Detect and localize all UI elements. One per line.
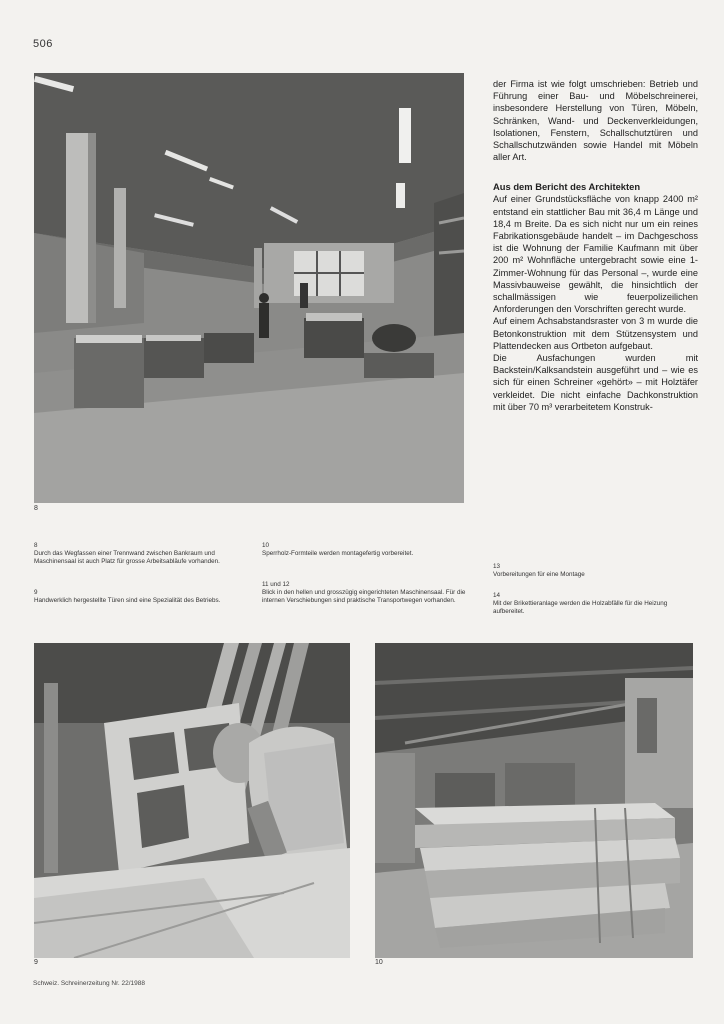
caption-text: Sperrholz-Formteile werden montagefertig vorbereitet. bbox=[262, 550, 414, 558]
caption-text: Mit der Brikettieranlage werden die Holzabfälle für die Heizung aufbereitet. bbox=[493, 600, 668, 616]
caption-number: 10 bbox=[262, 542, 270, 549]
caption-number: 9 bbox=[34, 589, 38, 596]
caption-13 bbox=[493, 563, 698, 579]
photo-plywood-parts bbox=[375, 643, 693, 958]
caption-text: Vorbereitungen für eine Montage bbox=[493, 571, 585, 579]
figure-label-10: 10 bbox=[375, 959, 383, 966]
photo-craftsman-door bbox=[34, 643, 350, 958]
caption-10 bbox=[262, 542, 472, 558]
caption-number: 13 bbox=[493, 563, 501, 570]
caption-number: 14 bbox=[493, 592, 501, 599]
page-number: 506 bbox=[33, 38, 53, 50]
photo-workshop-hall bbox=[34, 73, 464, 503]
caption-number: 11 und 12 bbox=[262, 581, 290, 588]
article-intro: der Firma ist wie folgt umschrieben: Betrieb und Führung einer Bau- und Möbelschreinerei, insbesondere Herstellung von Türen, Möbeln, Schränken, Wand- und Deckenverkleidungen, Isolationen, Fenstern, Schallschutztüren und Schallschutzwänden sowie Handel mit Möbeln aller Art. bbox=[493, 79, 698, 163]
section-heading: Aus dem Bericht des Architekten bbox=[493, 181, 641, 193]
figure-label-9: 9 bbox=[34, 959, 38, 966]
article-paragraph-2: Auf einem Achsabstandsraster von 3 m wurde die Betonkonstruktion mit dem Stützensystem und Plattendecken aus Ortbeton aufgebaut. bbox=[493, 316, 698, 351]
article-paragraph-3: Die Ausfachungen wurden mit Backstein/Kalksandstein ausgeführt und – wie es sich für einen Schreiner «gehört» – mit Holztäfer verkleidet. Die nicht einfache Dachkonstruktion mit über 70 m³ verarbeitetem Konstruk- bbox=[493, 353, 698, 412]
caption-text: Handwerklich hergestellte Türen sind eine Spezialität des Betriebs. bbox=[34, 597, 221, 605]
figure-label-8: 8 bbox=[34, 505, 38, 512]
article-text-column bbox=[493, 78, 698, 413]
caption-14 bbox=[493, 592, 698, 616]
caption-11-12 bbox=[262, 581, 472, 605]
caption-text: Durch das Wegfassen einer Trennwand zwischen Bankraum und Maschinensaal ist auch Platz für grosse Arbeitsabläufe vorhanden. bbox=[34, 550, 220, 566]
caption-text: Blick in den hellen und grosszügig eingerichteten Maschinensaal. Für die internen Verschiebungen sind praktische Transportwegen vorhanden. bbox=[262, 589, 466, 605]
caption-8 bbox=[34, 542, 244, 566]
caption-9 bbox=[34, 589, 244, 605]
caption-number: 8 bbox=[34, 542, 38, 549]
page-footer: Schweiz. Schreinerzeitung Nr. 22/1988 bbox=[33, 980, 146, 987]
article-paragraph-1: Auf einer Grundstücksfläche von knapp 2400 m² entstand ein stattlicher Bau mit 36,4 m Länge und 18,4 m Breite. Da es sich nicht nur um ein reines Fabrikationsgebäude handelt – im Dachgeschoss ist die Wohnung der Familie Kaufmann mit über 200 m² Wohnfläche untergebracht sowie eine 1-Zimmer-Wohnung für das Personal –, wurde eine Massivbauweise gewählt, die hinsichtlich der schallmässigen wie feuerpolizeilichen Anforderungen den Vorschriften gerecht wurde. bbox=[493, 194, 698, 315]
